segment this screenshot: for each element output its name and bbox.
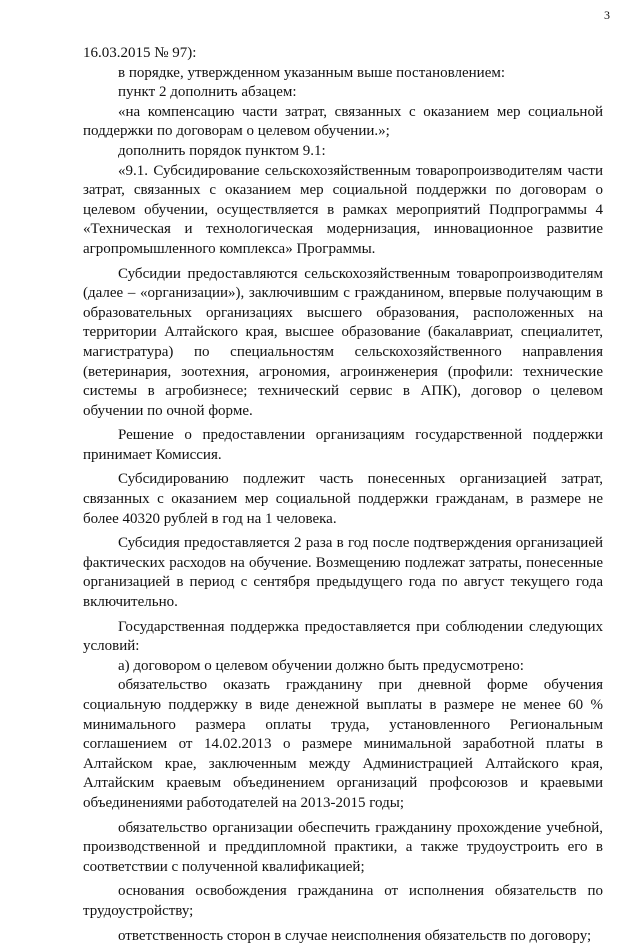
paragraph-4: «на компенсацию части затрат, связанных с оказанием мер социальной поддержки по договорам о целевом обучении.»; [83,103,603,140]
paragraph-9: Субсидированию подлежит часть понесенных организацией затрат, связанных с оказанием мер социальной поддержки гражданам, в размере не более 40320 рублей в год на 1 человека. [83,471,603,527]
paragraph-6: «9.1. Субсидирование сельскохозяйственным товаропроизводителям части затрат, связанных с оказанием мер социальной поддержки по договорам о целевом обучении, осуществляется в рамках мероприятий Подпрограммы 4 «Техническая и технологическая модернизация, инновационное развитие агропромышленного комплекса» Программы. [83,162,603,257]
page-number: 3 [604,8,610,22]
paragraph-2: в порядке, утвержденном указанным выше постановлением: [118,64,506,81]
document-body [83,44,603,946]
paragraph-15: основания освобождения гражданина от исполнения обязательств по трудоустройству; [83,883,603,919]
paragraph-7: Субсидии предоставляются сельскохозяйственным товаропроизводителям (далее – «организации»), заключившим с гражданином, впервые получающим в образовательных организациях высшего образования, расположенных на территории Алтайского края, высшее образование (бакалавриат, специалитет, магистратура) по специальностям сельскохозяйственного направления (ветеринария, зоотехния, агрономия, агроинженерия (профили: технические системы в агробизнесе; технический сервис в АПК), договор о целевом обучении по очной форме. [83,265,603,419]
paragraph-1: 16.03.2015 № 97): [83,45,197,61]
paragraph-12: а) договором о целевом обучении должно быть предусмотрено: [118,657,524,674]
paragraph-16: ответственность сторон в случае неисполнения обязательств по договору; [118,927,592,944]
paragraph-11: Государственная поддержка предоставляется при соблюдении следующих условий: [83,618,603,655]
paragraph-5: дополнить порядок пунктом 9.1: [118,142,326,159]
paragraph-13: обязательство оказать гражданину при дневной форме обучения социальную поддержку в виде денежной выплаты в размере не менее 60 % минимального размера оплаты труда, установленного Региональным соглашением от 14.02.2013 о размере минимальной заработной платы в Алтайском крае, заключенным между Администрацией Алтайского края, Алтайским краевым объединением организаций профсоюзов и краевыми объединениями работодателей на 2013-2015 годы; [83,677,603,811]
paragraph-3: пункт 2 дополнить абзацем: [118,84,297,101]
paragraph-14: обязательство организации обеспечить гражданину прохождение учебной, производственной и преддипломной практики, а также трудоустроить его в соответствии с полученной квалификацией; [83,819,603,875]
paragraph-10: Субсидия предоставляется 2 раза в год после подтверждения организацией фактических расходов на обучение. Возмещению подлежат затраты, понесенные организацией в период с сентября предыдущего года по август текущего года включительно. [83,535,603,611]
paragraph-8: Решение о предоставлении организациям государственной поддержки принимает Комиссия. [83,427,603,463]
